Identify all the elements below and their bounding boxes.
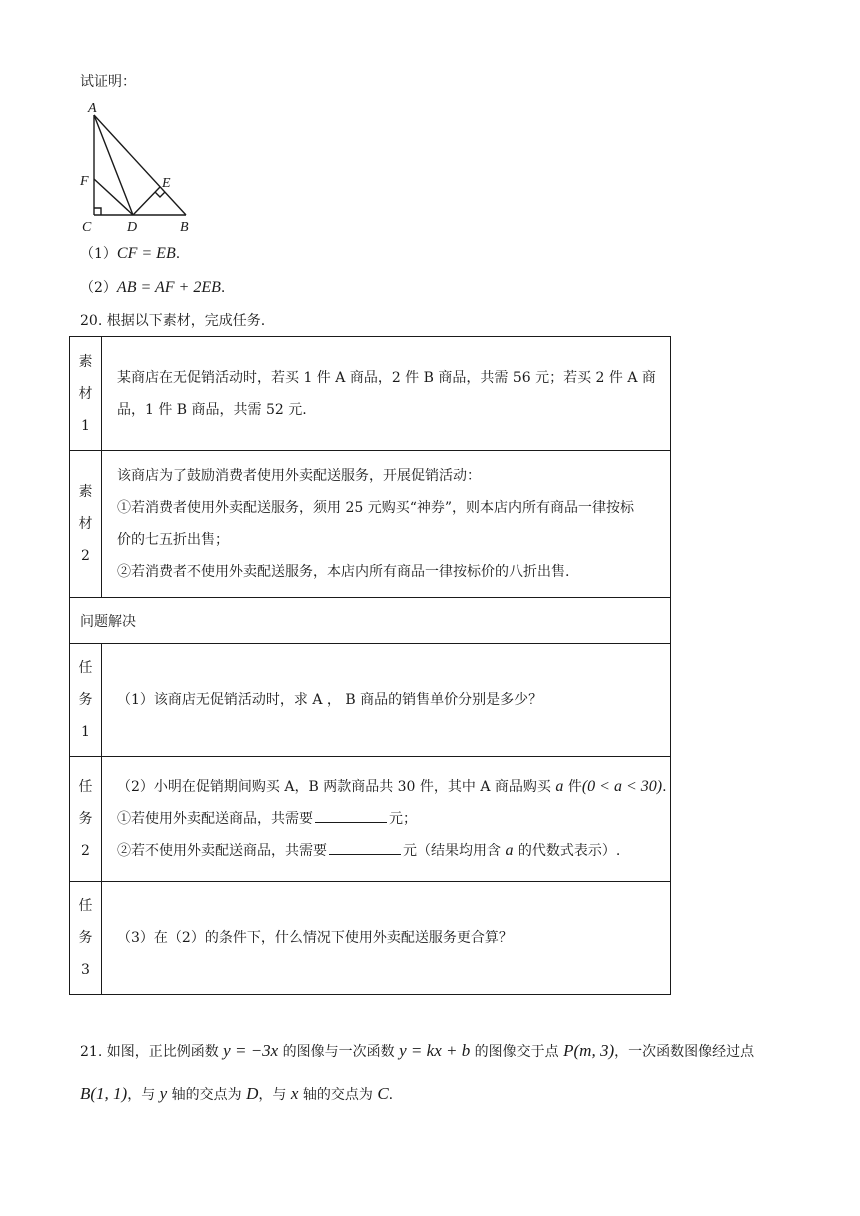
- task-3-row: [70, 882, 671, 995]
- point-d: D: [246, 1084, 259, 1103]
- section-title: 问题解决: [70, 598, 671, 644]
- proof-2: （2）AB = AF + 2EB.: [80, 279, 226, 296]
- material-2-label: 素 材 2: [70, 451, 102, 598]
- q21-line-2: B(1, 1)，与 y 轴的交点为 D，与 x 轴的交点为 C.: [80, 1084, 394, 1103]
- material-2-row: [70, 451, 671, 598]
- answer-blank-2[interactable]: [329, 840, 401, 855]
- task-1-content: （1）该商店无促销活动时，求 A ， B 商品的销售单价分别是多少？: [102, 644, 671, 757]
- answer-blank-1[interactable]: [315, 808, 387, 823]
- task-1-label: 任 务 1: [70, 644, 102, 757]
- point-label-b: B: [180, 220, 189, 235]
- materials-table: [69, 336, 671, 995]
- point-label-e: E: [162, 176, 171, 191]
- q20-title: 20. 根据以下素材，完成任务.: [80, 313, 266, 329]
- point-c: C: [377, 1084, 389, 1103]
- point-label-f: F: [80, 174, 89, 189]
- material-1-label: 素 材 1: [70, 337, 102, 451]
- formula-linear: y = kx + b: [399, 1041, 471, 1060]
- proof-1-expr: CF = EB: [116, 245, 176, 262]
- task-3-content: （3）在（2）的条件下，什么情况下使用外卖配送服务更合算？: [102, 882, 671, 995]
- task-1-row: [70, 644, 671, 757]
- triangle-figure: [76, 98, 196, 236]
- q21-line-1: 21. 如图，正比例函数 y = −3x 的图像与一次函数 y = kx + b 的图像交于点 P(m, 3)，一次函数图像经过点: [80, 1041, 755, 1060]
- point-label-a: A: [88, 101, 97, 116]
- task-2-label: 任 务 2: [70, 757, 102, 882]
- point-label-c: C: [82, 220, 92, 235]
- task-2-row: [70, 757, 671, 882]
- point-label-d: D: [127, 220, 138, 235]
- intro-text: 试证明：: [80, 74, 136, 90]
- point-p: P(m, 3): [563, 1041, 615, 1060]
- section-row: [70, 598, 671, 644]
- proof-2-expr: AB = AF + 2EB: [116, 279, 221, 296]
- point-b: B(1, 1): [80, 1084, 128, 1103]
- task-3-label: 任 务 3: [70, 882, 102, 995]
- task-2-content: （2）小明在促销期间购买 A，B 两款商品共 30 件，其中 A 商品购买 a 件(0 < a < 30). ①若使用外卖配送商品，共需要 元； ②若不使用外卖配送商品，共需要 元（结果均用含 a 的代数式表示）.: [102, 757, 671, 882]
- material-2-content: 该商店为了鼓励消费者使用外卖配送服务，开展促销活动： ①若消费者使用外卖配送服务，须用 25 元购买“神券”，则本店内所有商品一律按标 价的七五折出售； ②若消费者不使用外卖配送服务，本店内所有商品一律按标价的八折出售.: [102, 451, 671, 598]
- formula-proportional: y = −3x: [223, 1041, 279, 1060]
- proof-1: （1）CF = EB.: [80, 245, 181, 262]
- material-1-content: 某商店在无促销活动时，若买 1 件 A 商品，2 件 B 商品，共需 56 元；若买 2 件 A 商 品，1 件 B 商品，共需 52 元.: [102, 337, 671, 451]
- material-1-row: [70, 337, 671, 451]
